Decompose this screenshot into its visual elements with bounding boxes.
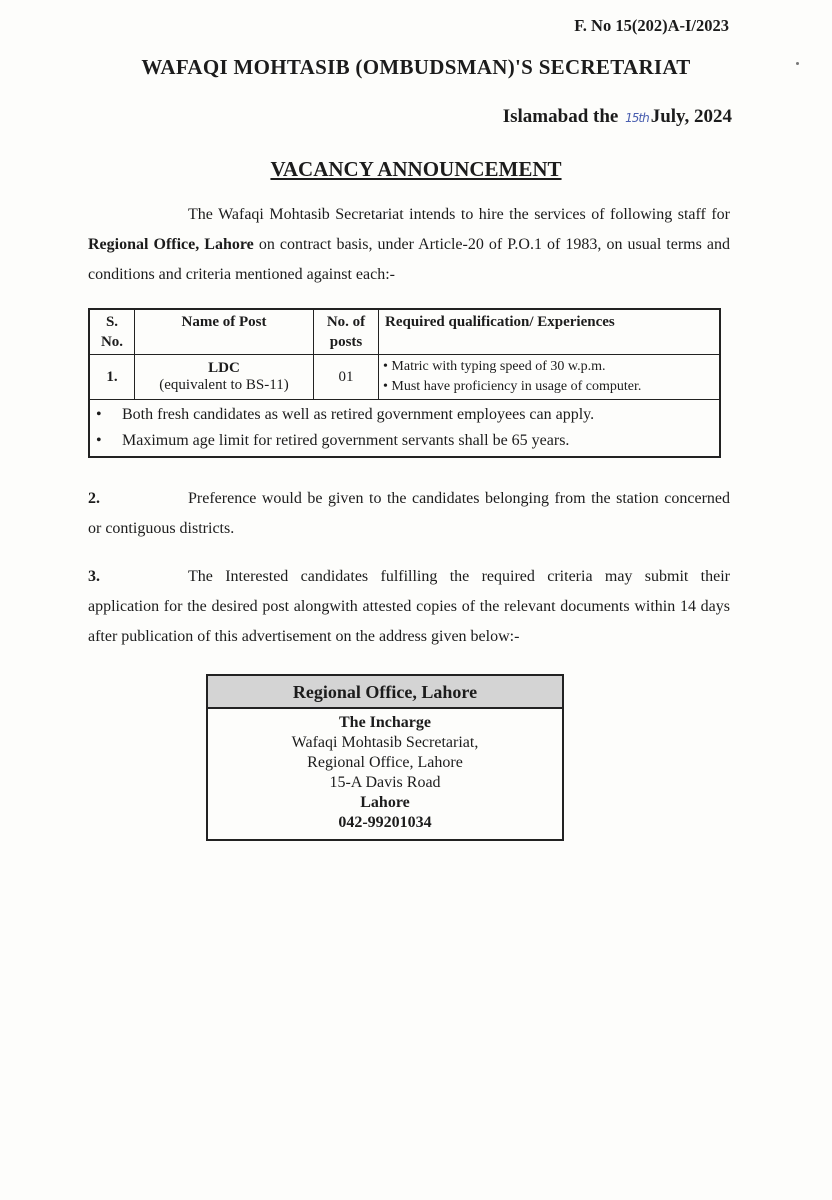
table-notes-row: [89, 400, 720, 458]
note-item: • Both fresh candidates as well as retired government employees can apply.: [96, 406, 595, 423]
row-posts-count: 01: [314, 355, 379, 400]
address-line: Regional Office, Lahore: [307, 754, 463, 771]
vacancy-table: [88, 308, 721, 458]
header-sno: S. No.: [89, 309, 135, 355]
header-qualification: Required qualification/ Experiences: [379, 309, 721, 355]
intro-part2: on contract basis, under Article-20 of P.O.1 of 1983, on usual terms and conditions and criteria mentioned against each:-: [88, 236, 731, 283]
row-post: [135, 355, 314, 400]
para-2-number: 2.: [88, 490, 100, 507]
address-line: Wafaqi Mohtasib Secretariat,: [291, 734, 479, 751]
address-heading: Regional Office, Lahore: [208, 676, 562, 709]
address-line: 15-A Davis Road: [329, 774, 441, 791]
qualification-item: • Matric with typing speed of 30 w.p.m.: [383, 359, 606, 374]
header-posts-count: No. of posts: [314, 309, 379, 355]
post-detail: (equivalent to BS-11): [159, 377, 289, 393]
table-header-row: [89, 309, 720, 355]
address-phone: 042-99201034: [338, 814, 432, 831]
note-item: • Maximum age limit for retired government servants shall be 65 years.: [96, 432, 570, 449]
announcement-heading: VACANCY ANNOUNCEMENT: [270, 157, 562, 181]
paragraph-3: [88, 562, 730, 652]
file-number: F. No 15(202)A-I/2023: [574, 16, 729, 35]
date-prefix: Islamabad the: [502, 106, 619, 127]
address-line: Lahore: [360, 794, 410, 811]
intro-paragraph: [88, 200, 730, 290]
para-2-text: Preference would be given to the candidates belonging from the station concerned or contiguous districts.: [88, 490, 730, 537]
date-suffix: July, 2024: [650, 106, 732, 127]
post-title: LDC: [208, 360, 240, 376]
organization-title: WAFAQI MOHTASIB (OMBUDSMAN)'S SECRETARIAT: [141, 55, 691, 79]
date-line: [503, 106, 732, 128]
para-3-text: The Interested candidates fulfilling the required criteria may submit their application for the desired post alongwith attested copies of the relevant documents within 14 days after publication of this advertisement on the address given below:-: [88, 568, 730, 645]
handwritten-day: 15th: [625, 111, 649, 125]
header-post: Name of Post: [135, 309, 314, 355]
address-box: [206, 674, 564, 841]
paragraph-2: [88, 484, 730, 544]
notes-cell: [89, 400, 720, 458]
qualification-item: • Must have proficiency in usage of computer.: [383, 379, 642, 394]
intro-office: Regional Office, Lahore: [88, 236, 254, 253]
intro-part1: The Wafaqi Mohtasib Secretariat intends to hire the services of following staff for: [188, 206, 730, 223]
address-body: [208, 709, 562, 839]
row-qualifications: [379, 355, 721, 400]
para-3-number: 3.: [88, 568, 100, 585]
address-line: The Incharge: [339, 714, 431, 731]
scan-speck: [796, 62, 799, 65]
row-sno: 1.: [89, 355, 135, 400]
table-row: [89, 355, 720, 400]
